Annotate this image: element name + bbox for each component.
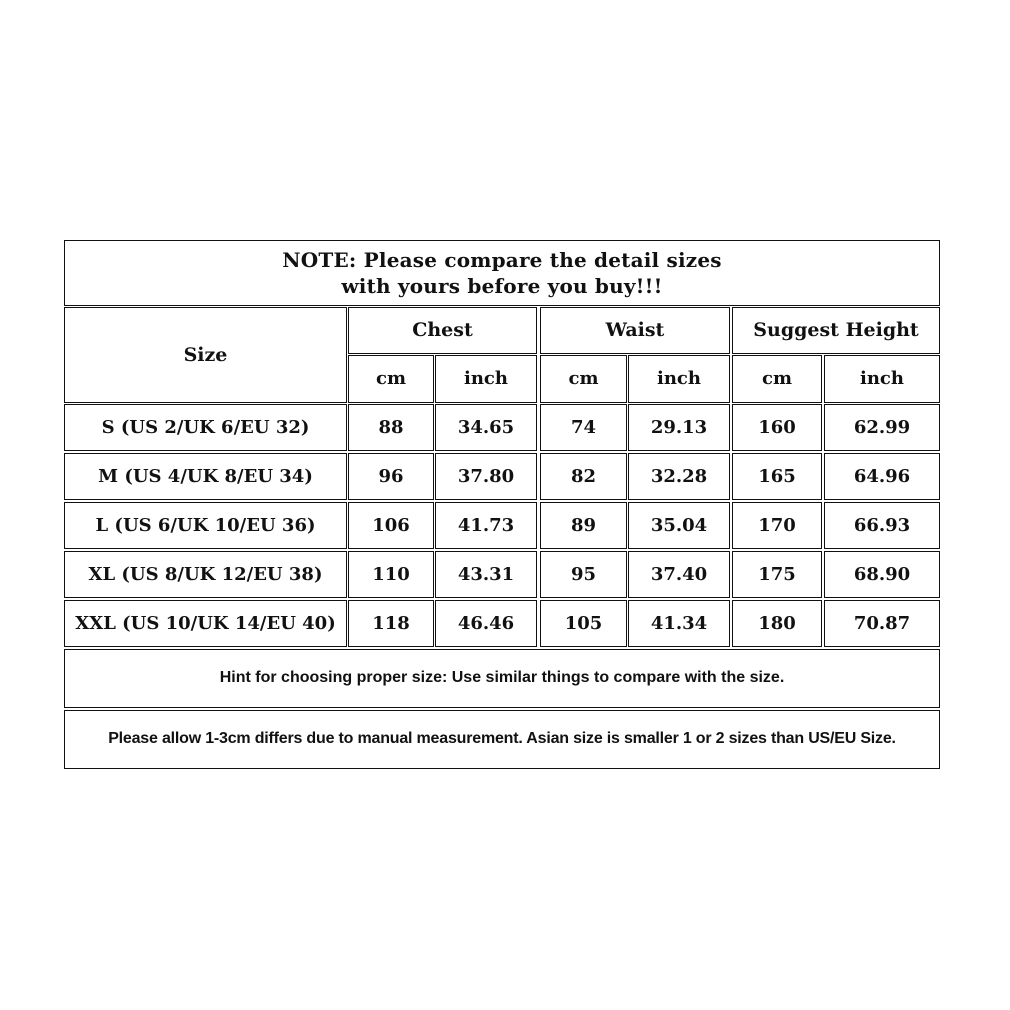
size-label: L (US 6/UK 10/EU 36) xyxy=(64,502,347,549)
size-label: M (US 4/UK 8/EU 34) xyxy=(64,453,347,500)
waist-cm-cell: 74 xyxy=(540,404,627,451)
height-cm-cell: 180 xyxy=(732,600,822,647)
height-inch-header: inch xyxy=(824,355,940,403)
waist-inch-cell: 41.34 xyxy=(628,600,730,647)
note-banner xyxy=(64,240,940,306)
chest-inch-cell: 43.31 xyxy=(435,551,537,598)
waist-cm-header: cm xyxy=(540,355,627,403)
height-inch-cell: 62.99 xyxy=(824,404,940,451)
height-cm-cell: 175 xyxy=(732,551,822,598)
chest-inch-cell: 41.73 xyxy=(435,502,537,549)
chest-cm-cell: 110 xyxy=(348,551,434,598)
waist-cm-cell: 82 xyxy=(540,453,627,500)
chest-cm-cell: 96 xyxy=(348,453,434,500)
waist-inch-cell: 32.28 xyxy=(628,453,730,500)
waist-inch-cell: 35.04 xyxy=(628,502,730,549)
chest-inch-cell: 37.80 xyxy=(435,453,537,500)
chest-cm-header: cm xyxy=(348,355,434,403)
chest-inch-cell: 34.65 xyxy=(435,404,537,451)
height-inch-cell: 64.96 xyxy=(824,453,940,500)
height-cm-cell: 165 xyxy=(732,453,822,500)
waist-cm-cell: 105 xyxy=(540,600,627,647)
size-label: XXL (US 10/UK 14/EU 40) xyxy=(64,600,347,647)
height-inch-cell: 68.90 xyxy=(824,551,940,598)
waist-header: Waist xyxy=(540,307,730,354)
note-line-2: with yours before you buy!!! xyxy=(341,274,663,298)
size-label: S (US 2/UK 6/EU 32) xyxy=(64,404,347,451)
size-header: Size xyxy=(64,307,347,403)
chest-cm-cell: 106 xyxy=(348,502,434,549)
suggest-height-header: Suggest Height xyxy=(732,307,940,354)
height-cm-cell: 160 xyxy=(732,404,822,451)
size-label: XL (US 8/UK 12/EU 38) xyxy=(64,551,347,598)
waist-cm-cell: 89 xyxy=(540,502,627,549)
hint-text: Hint for choosing proper size: Use similar things to compare with the size. xyxy=(64,649,940,708)
size-chart xyxy=(64,240,940,770)
waist-inch-cell: 29.13 xyxy=(628,404,730,451)
height-inch-cell: 66.93 xyxy=(824,502,940,549)
note-line-1: NOTE: Please compare the detail sizes xyxy=(282,248,722,272)
chest-cm-cell: 88 xyxy=(348,404,434,451)
measurement-note: Please allow 1-3cm differs due to manual measurement. Asian size is smaller 1 or 2 sizes than US/EU Size. xyxy=(64,710,940,769)
chest-header: Chest xyxy=(348,307,537,354)
chest-inch-cell: 46.46 xyxy=(435,600,537,647)
chest-inch-header: inch xyxy=(435,355,537,403)
waist-inch-header: inch xyxy=(628,355,730,403)
height-cm-cell: 170 xyxy=(732,502,822,549)
waist-cm-cell: 95 xyxy=(540,551,627,598)
height-inch-cell: 70.87 xyxy=(824,600,940,647)
chest-cm-cell: 118 xyxy=(348,600,434,647)
height-cm-header: cm xyxy=(732,355,822,403)
waist-inch-cell: 37.40 xyxy=(628,551,730,598)
